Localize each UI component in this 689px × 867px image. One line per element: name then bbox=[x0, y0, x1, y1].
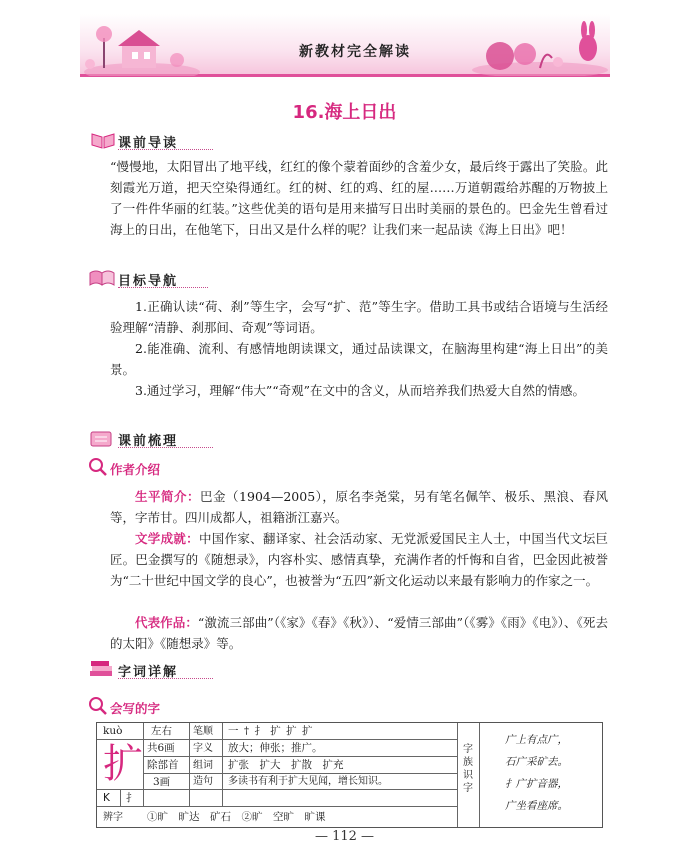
memory-label: 字族识字 bbox=[463, 744, 473, 794]
author-heading: 作者介绍 bbox=[110, 462, 161, 477]
radical-lookup: 除部首 bbox=[147, 759, 179, 771]
bio-text: 巴金（1904—2005），原名李尧棠，另有笔名佩竿、极乐、黑浪、春风等，字芾甘。四川成都人，祖籍浙江嘉兴。 bbox=[110, 489, 608, 525]
works-text: “激流三部曲”（《家》《春》《秋》）、“爱情三部曲”（《雾》《雨》《电》）、《死去的太阳》《随想录》等。 bbox=[110, 615, 608, 651]
grid-line bbox=[143, 789, 457, 790]
char-pinyin: kuò bbox=[103, 725, 123, 737]
index-letter: K bbox=[103, 792, 110, 804]
radical: 扌 bbox=[126, 792, 137, 804]
char-sentence: 多读书有利于扩大见闻，增长知识。 bbox=[228, 776, 388, 787]
rhyme-line-3: 扌广扩音器， bbox=[505, 778, 568, 790]
author-achievement bbox=[110, 528, 608, 591]
character-table bbox=[96, 722, 603, 828]
stroke-count: 共6画 bbox=[147, 742, 175, 754]
magnifier-icon bbox=[88, 457, 108, 477]
char-structure: 左右 bbox=[151, 725, 172, 737]
book-icon bbox=[90, 130, 116, 150]
goal-item-1: 1.正确认读“荷、刹”等生字，会写“扩、范”等生字。借助工具书或结合语境与生活经验理解“清静、刹那间、奇观”等词语。 bbox=[110, 299, 608, 335]
lesson-title: 16.海上日出 bbox=[292, 102, 397, 123]
bio-label: 生平简介： bbox=[135, 489, 201, 504]
page-number: — 112 — bbox=[314, 829, 375, 844]
section-underline bbox=[118, 447, 213, 448]
section-heading-words: 字词详解 bbox=[118, 665, 179, 680]
stroke-order: 一 † 扌 扩 扩 扩 bbox=[228, 725, 314, 737]
big-character: 扩 bbox=[103, 741, 143, 787]
achievement-text: 中国作家、翻译家、社会活动家、无党派爱国民主人士，中国当代文坛巨匠。巴金撰写的《随想录》，内容朴实、感情真挚，充满作者的忏悔和自省，巴金因此被誉为“二十世纪中国文学的良心”，也被誉为“五四”新文化运动以来最有影响力的作家之一。 bbox=[110, 531, 608, 588]
section-heading-goals: 目标导航 bbox=[118, 274, 179, 289]
radical-strokes: 3画 bbox=[153, 776, 171, 788]
grid-line bbox=[143, 723, 144, 806]
char-words: 扩张 扩大 扩散 扩充 bbox=[228, 759, 344, 771]
rhyme-line-2: 石广采矿去。 bbox=[505, 756, 568, 768]
author-bio bbox=[110, 486, 608, 528]
meaning-label: 字义 bbox=[193, 743, 213, 754]
grid-line bbox=[143, 756, 457, 757]
stacked-books-icon bbox=[88, 659, 116, 679]
notebook-icon bbox=[88, 428, 116, 448]
words-label: 组词 bbox=[193, 760, 213, 771]
goal-item-2: 2.能准确、流利、有感情地朗读课文，通过品读课文，在脑海里构建“海上日出”的美景。 bbox=[110, 341, 608, 377]
achievement-label: 文学成就： bbox=[135, 531, 199, 546]
magnifier-icon bbox=[88, 696, 108, 716]
grid-line bbox=[143, 773, 457, 774]
words-subheading: 会写的字 bbox=[110, 701, 161, 716]
section-heading-review: 课前梳理 bbox=[118, 434, 179, 449]
distinguish-text: ①旷 旷达 矿石 ②旷 空旷 旷课 bbox=[147, 811, 326, 823]
grid-line bbox=[120, 789, 121, 806]
house-scene-illustration bbox=[82, 20, 202, 76]
preview-paragraph: “慢慢地，太阳冒出了地平线，红红的像个蒙着面纱的含羞少女，最后终于露出了笑脸。此刻霞光万道，把天空染得通红。红的树、红的鸡、红的屋……万道朝霞给苏醒的万物披上了一件件华丽的红装。”这些优美的语句是用来描写日出时美丽的景色的。巴金先生曾看过海上的日出，在他笔下，日出又是什么样的呢？让我们来一起品读《海上日出》吧！ bbox=[110, 159, 608, 237]
works-label: 代表作品： bbox=[135, 615, 198, 630]
sentence-label: 造句 bbox=[193, 776, 213, 787]
author-works bbox=[110, 612, 608, 654]
distinguish-label: 辨字 bbox=[103, 812, 123, 823]
open-book-icon bbox=[88, 267, 116, 287]
section-underline bbox=[118, 149, 213, 150]
char-meaning: 放大；伸张；推广。 bbox=[228, 742, 323, 754]
grid-line bbox=[97, 739, 457, 740]
grid-line bbox=[97, 806, 457, 807]
rhyme-line-4: 广坐看座席。 bbox=[505, 800, 568, 812]
section-heading-preview: 课前导读 bbox=[118, 136, 179, 151]
book-title: 新教材完全解读 bbox=[299, 44, 411, 60]
grid-line bbox=[479, 723, 480, 827]
grid-line bbox=[189, 723, 190, 806]
section-underline bbox=[118, 678, 213, 679]
rabbit-scene-illustration bbox=[470, 18, 610, 76]
section-underline bbox=[118, 287, 208, 288]
goal-item-3: 3.通过学习，理解“伟大”“奇观”在文中的含义，从而培养我们热爱大自然的情感。 bbox=[135, 383, 585, 398]
grid-line bbox=[457, 723, 458, 827]
rhyme-line-1: 广上有点广， bbox=[505, 734, 568, 746]
grid-line bbox=[222, 723, 223, 806]
stroke-order-label: 笔顺 bbox=[193, 726, 213, 737]
